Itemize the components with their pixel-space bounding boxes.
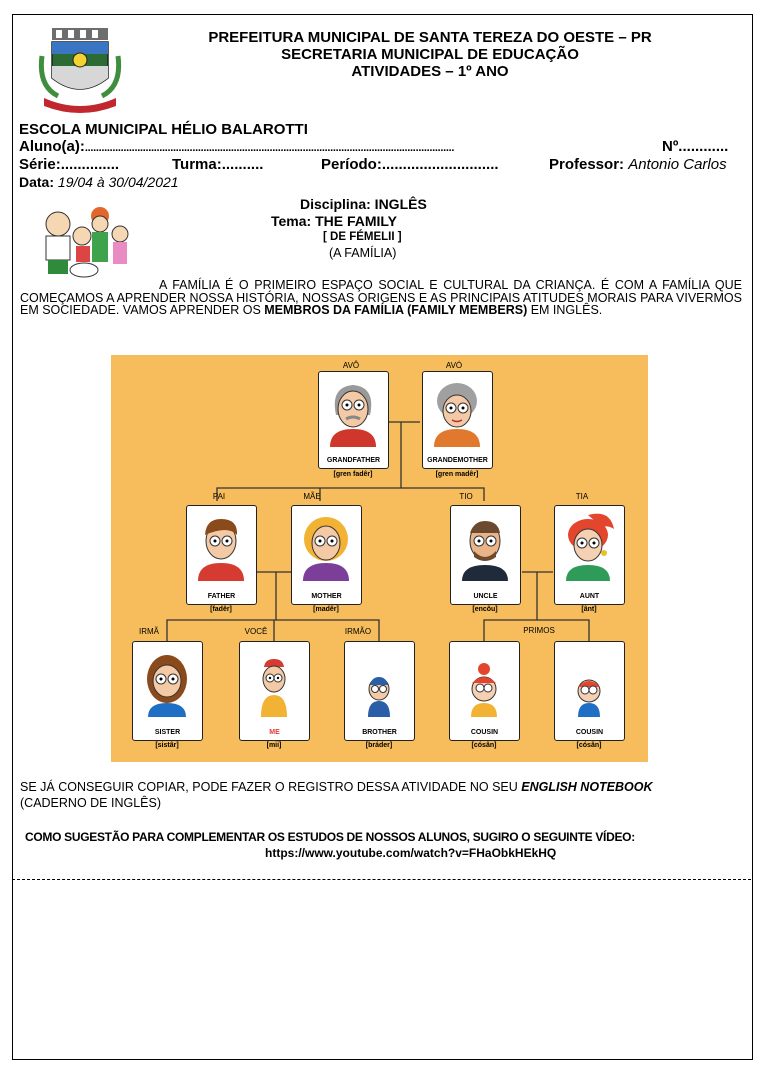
intro-paragraph — [20, 279, 742, 317]
mother-name: MOTHER — [311, 593, 342, 600]
coat-of-arms-logo — [38, 26, 122, 114]
family-clipart — [38, 206, 134, 280]
brother-pron: [bráder] — [365, 742, 393, 749]
mother-pt-label: MÃE — [303, 492, 321, 501]
topic: Tema: THE FAMILY — [271, 213, 398, 229]
father-card — [186, 505, 257, 605]
cousin-1-name: COUSIN — [470, 729, 499, 736]
aunt-pron: [ânt] — [581, 606, 597, 613]
uncle-name: UNCLE — [473, 593, 498, 600]
family-tree — [111, 355, 648, 762]
cousin-2-name: COUSIN — [575, 729, 604, 736]
brother-portrait-icon — [348, 645, 411, 717]
cousin-2-card — [554, 641, 625, 741]
uncle-card — [450, 505, 521, 605]
father-name: FATHER — [207, 593, 236, 600]
grandmother-pt-label: AVÓ — [445, 361, 463, 370]
me-pt-label: VOCÊ — [244, 627, 268, 636]
header-line-2: SECRETARIA MUNICIPAL DE EDUCAÇÃO — [281, 46, 579, 63]
date-field — [19, 174, 179, 190]
sister-portrait-icon — [136, 645, 199, 717]
brother-pt-label: IRMÃO — [344, 627, 372, 636]
aunt-portrait-icon — [558, 509, 621, 581]
header-line-3: ATIVIDADES – 1º ANO — [351, 63, 509, 80]
cousin-2-portrait-icon — [558, 645, 621, 717]
sister-pron: [sistâr] — [155, 742, 179, 749]
father-pron: [fadêr] — [210, 606, 232, 613]
uncle-pron: [encôu] — [472, 606, 498, 613]
school-name: ESCOLA MUNICIPAL HÉLIO BALAROTTI — [19, 121, 308, 138]
dashed-divider — [12, 879, 751, 880]
serie-field[interactable]: Série:.............. — [19, 156, 120, 173]
aunt-card — [554, 505, 625, 605]
copy-instruction — [20, 779, 742, 811]
copy-text-end: (CADERNO DE INGLÊS) — [20, 796, 161, 810]
aunt-name: AUNT — [579, 593, 600, 600]
video-link[interactable]: https://www.youtube.com/watch?v=FHaObkHEkHQ — [265, 846, 557, 860]
student-name-field[interactable] — [19, 138, 454, 155]
intro-text-end: EM INGLÊS. — [527, 303, 603, 317]
intro-text-start: A FAMÍLIA É O PRIMEIRO ESPAÇO SOCIAL E CULTURAL DA CRIANÇA. É COM A FAMÍLIA QUE COMEÇAMOS A APRENDER NOSSA HISTÓRIA, NOSSAS ORIGENS E AS PRINCIPAIS ATITUDES MORAIS PARA VIVERMOS EM SOCIEDADE. VAMOS APRENDER OS — [20, 278, 742, 317]
aunt-pt-label: TIA — [575, 492, 589, 501]
date-value: 19/04 à 30/04/2021 — [57, 174, 179, 190]
grandfather-name: GRANDFATHER — [326, 457, 381, 464]
grandmother-pron: [gren madêr] — [435, 471, 479, 478]
uncle-pt-label: TIO — [459, 492, 473, 501]
me-card — [239, 641, 310, 741]
cousins-pt-label: PRIMOS — [523, 626, 555, 635]
intro-text-bold: MEMBROS DA FAMÍLIA (FAMILY MEMBERS) — [264, 303, 528, 317]
grandmother-card — [422, 371, 493, 469]
father-pt-label: PAI — [212, 492, 226, 501]
header-line-1: PREFEITURA MUNICIPAL DE SANTA TEREZA DO OESTE – PR — [208, 29, 652, 46]
mother-portrait-icon — [295, 509, 358, 581]
cousin-1-pron: [cósân] — [471, 742, 497, 749]
number-field[interactable]: Nº............ — [662, 138, 729, 155]
topic-translation: (A FAMÍLIA) — [329, 246, 397, 260]
periodo-field[interactable]: Período:............................ — [321, 156, 499, 173]
video-suggestion: COMO SUGESTÃO PARA COMPLEMENTAR OS ESTUDOS DE NOSSOS ALUNOS, SUGIRO O SEGUINTE VÍDEO: — [25, 830, 635, 844]
me-name: ME — [269, 729, 280, 736]
professor-field — [549, 156, 727, 173]
brother-name: BROTHER — [362, 729, 397, 736]
grandfather-card — [318, 371, 389, 469]
student-label: Aluno(a): — [19, 138, 85, 155]
grandmother-name: GRANDEMOTHER — [427, 457, 488, 464]
mother-pron: [madêr] — [313, 606, 339, 613]
turma-field[interactable]: Turma:.......... — [172, 156, 264, 173]
grandmother-portrait-icon — [426, 375, 489, 447]
grandfather-pt-label: AVÔ — [342, 361, 360, 370]
grandfather-pron: [gren fadêr] — [333, 471, 373, 478]
copy-text-start: SE JÁ CONSEGUIR COPIAR, PODE FAZER O REGISTRO DESSA ATIVIDADE NO SEU — [20, 780, 522, 794]
date-label: Data: — [19, 174, 55, 190]
discipline: Disciplina: INGLÊS — [300, 196, 427, 212]
mother-card — [291, 505, 362, 605]
grandfather-portrait-icon — [322, 375, 385, 447]
copy-text-bold: ENGLISH NOTEBOOK — [521, 780, 653, 794]
sister-card — [132, 641, 203, 741]
topic-pronunciation: [ DE FÉMELII ] — [323, 231, 402, 243]
me-pron: [mii] — [266, 742, 282, 749]
cousin-2-pron: [cósân] — [576, 742, 602, 749]
cousin-1-card — [449, 641, 520, 741]
me-portrait-icon — [243, 645, 306, 717]
sister-name: SISTER — [154, 729, 181, 736]
uncle-portrait-icon — [454, 509, 517, 581]
sister-pt-label: IRMÃ — [139, 627, 159, 636]
cousin-1-portrait-icon — [453, 645, 516, 717]
professor-value: Antonio Carlos — [628, 156, 727, 173]
professor-label: Professor: — [549, 156, 625, 173]
father-portrait-icon — [190, 509, 253, 581]
student-fill: ...................................................................................................................................... — [84, 142, 455, 154]
brother-card — [344, 641, 415, 741]
